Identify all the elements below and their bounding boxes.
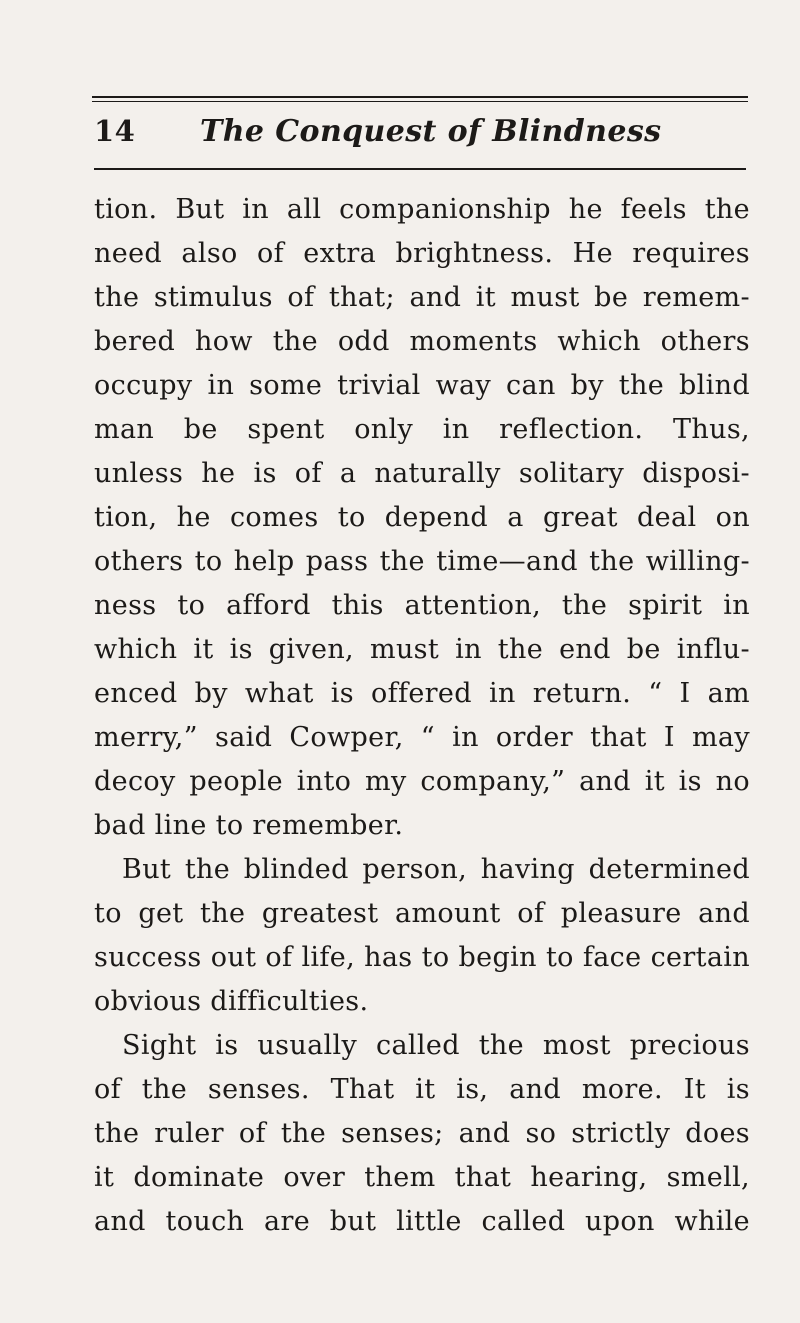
text-line: which it is given, must in the end be influ- (94, 634, 750, 665)
text-line: it dominate over them that hearing, smell, (94, 1162, 750, 1193)
running-title: The Conquest of Blindness (200, 114, 662, 149)
text-line: need also of extra brightness. He requires (94, 238, 750, 269)
text-line: merry,” said Cowper, “ in order that I may (94, 722, 750, 753)
text-line: of the senses. That it is, and more. It is (94, 1074, 750, 1105)
text-line: decoy people into my company,” and it is no (94, 766, 750, 797)
text-line: the ruler of the senses; and so strictly does (94, 1118, 750, 1149)
paragraph-end-line: obvious difficulties. (94, 986, 369, 1017)
header-top-rule (92, 96, 748, 102)
paragraph-start-line: But the blinded person, having determined (122, 854, 750, 885)
text-line: man be spent only in reflection. Thus, (94, 414, 750, 445)
text-line: success out of life, has to begin to face certain (94, 942, 750, 973)
text-line: and touch are but little called upon while (94, 1206, 750, 1237)
text-line: the stimulus of that; and it must be remem- (94, 282, 750, 313)
text-line: unless he is of a naturally solitary disposi- (94, 458, 750, 489)
page-number: 14 (94, 114, 136, 148)
text-line: occupy in some trivial way can by the blind (94, 370, 750, 401)
text-line: tion. But in all companionship he feels the (94, 194, 750, 225)
text-line: to get the greatest amount of pleasure and (94, 898, 750, 929)
paragraph-end-line: bad line to remember. (94, 810, 404, 841)
text-line: others to help pass the time—and the willing- (94, 546, 750, 577)
text-line: tion, he comes to depend a great deal on (94, 502, 750, 533)
running-head (94, 112, 748, 160)
paragraph-start-line: Sight is usually called the most precious (122, 1030, 750, 1061)
header-bottom-rule (94, 168, 746, 170)
text-line: ness to afford this attention, the spirit in (94, 590, 750, 621)
body-text (94, 188, 750, 1244)
text-line: bered how the odd moments which others (94, 326, 750, 357)
text-line: enced by what is offered in return. “ I am (94, 678, 750, 709)
